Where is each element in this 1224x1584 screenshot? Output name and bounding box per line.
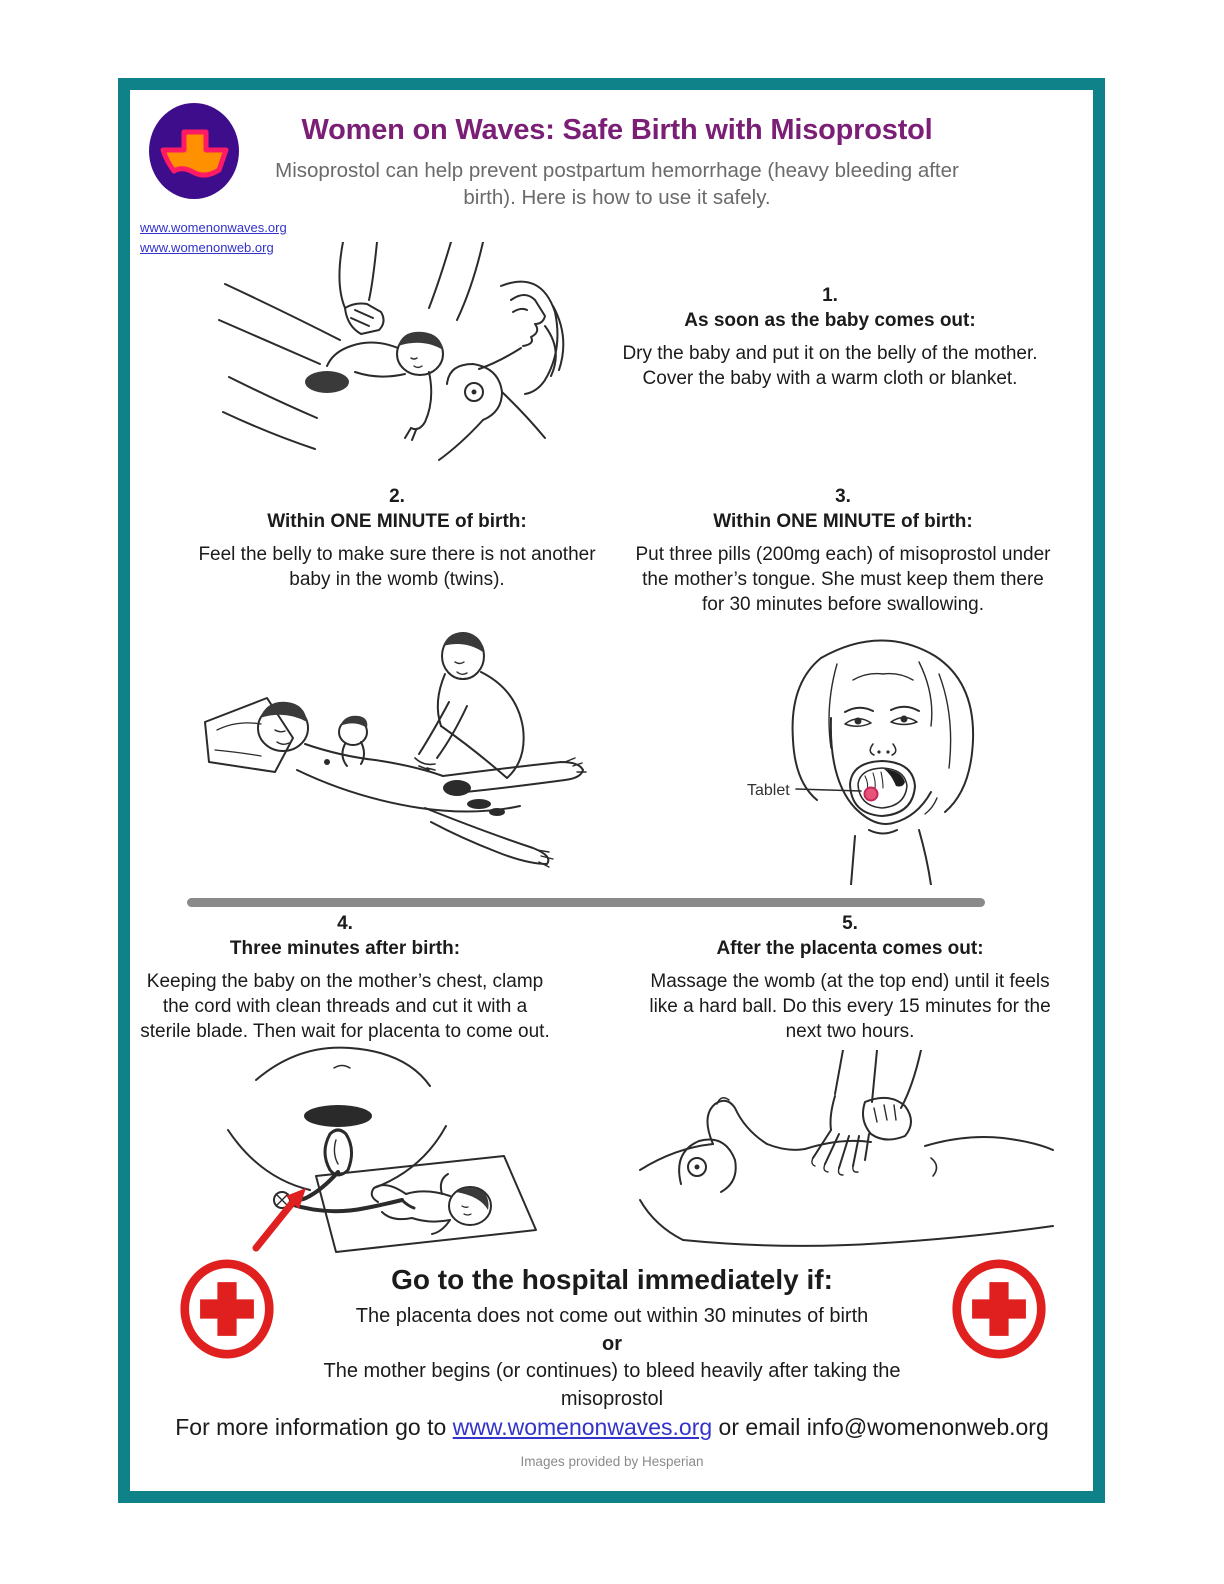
step-5-heading: After the placenta comes out: (716, 938, 984, 960)
illustration-womb-massage (625, 1050, 1065, 1255)
step-4-heading: Three minutes after birth: (229, 938, 461, 960)
illustration-check-for-twins (175, 610, 595, 882)
step-4 (135, 911, 555, 1044)
hospital-warning (292, 1262, 932, 1413)
tablet-label: Tablet (747, 782, 790, 799)
warning-title: Go to the hospital immediately if: (391, 1264, 833, 1295)
page-title: Women on Waves: Safe Birth with Misoprostol (301, 114, 933, 146)
step-5-body: Massage the womb (at the top end) until it feels like a hard ball. Do this every 15 minutes for the next two hours. (649, 970, 1051, 1043)
step-1-body: Dry the baby and put it on the belly of the mother. Cover the baby with a warm cloth or blanket. (622, 342, 1038, 389)
tablet-dot (865, 788, 878, 801)
women-on-waves-logo (148, 102, 240, 200)
step-3-number: 3. (835, 486, 851, 507)
link-womenonwaves[interactable]: www.womenonwaves.org (140, 220, 287, 235)
footer-info (130, 1414, 1094, 1441)
step-2-number: 2. (389, 486, 405, 507)
step-3 (633, 484, 1053, 617)
link-womenonweb[interactable]: www.womenonweb.org (140, 239, 274, 255)
footer-info-prefix: For more information go to (175, 1414, 453, 1440)
step-1-heading: As soon as the baby comes out: (684, 310, 976, 332)
page-subtitle: Misoprostol can help prevent postpartum hemorrhage (heavy bleeding after birth). Here is how to use it safely. (275, 159, 959, 210)
red-arrow-to-cord (256, 1188, 306, 1248)
step-5 (640, 911, 1060, 1044)
warning-or: or (602, 1332, 622, 1355)
warning-line2: The mother begins (or continues) to bleed heavily after taking the misoprostol (323, 1360, 901, 1410)
step-5-number: 5. (842, 913, 858, 934)
footer-link-womenonwaves[interactable]: www.womenonwaves.org (452, 1414, 713, 1440)
step-1-number: 1. (822, 285, 838, 306)
step-3-body: Put three pills (200mg each) of misoprostol under the mother’s tongue. She must keep them there for 30 minutes before swallowing. (635, 543, 1051, 616)
footer-info-suffix: or email info@womenonweb.org (712, 1414, 1049, 1440)
step-3-heading: Within ONE MINUTE of birth: (713, 511, 973, 533)
illustration-baby-on-belly (215, 242, 570, 467)
red-cross-icon (950, 1256, 1048, 1362)
illustration-cord-clamp (198, 1038, 570, 1256)
ship-icon (148, 102, 240, 200)
step-2 (187, 484, 607, 592)
step-2-body: Feel the belly to make sure there is not another baby in the womb (twins). (198, 543, 596, 590)
step-1 (618, 283, 1042, 391)
illustration-tablet-under-tongue (733, 622, 1033, 885)
step-4-body: Keeping the baby on the mother’s chest, clamp the cord with clean threads and cut it with a sterile blade. Then wait for placenta to come out. (140, 970, 550, 1043)
section-divider (187, 898, 985, 907)
step-2-heading: Within ONE MINUTE of birth: (267, 511, 527, 533)
warning-line1: The placenta does not come out within 30 minutes of birth (355, 1305, 869, 1327)
step-4-number: 4. (337, 913, 353, 934)
image-credit: Images provided by Hesperian (520, 1454, 704, 1469)
red-cross-icon (178, 1256, 276, 1362)
